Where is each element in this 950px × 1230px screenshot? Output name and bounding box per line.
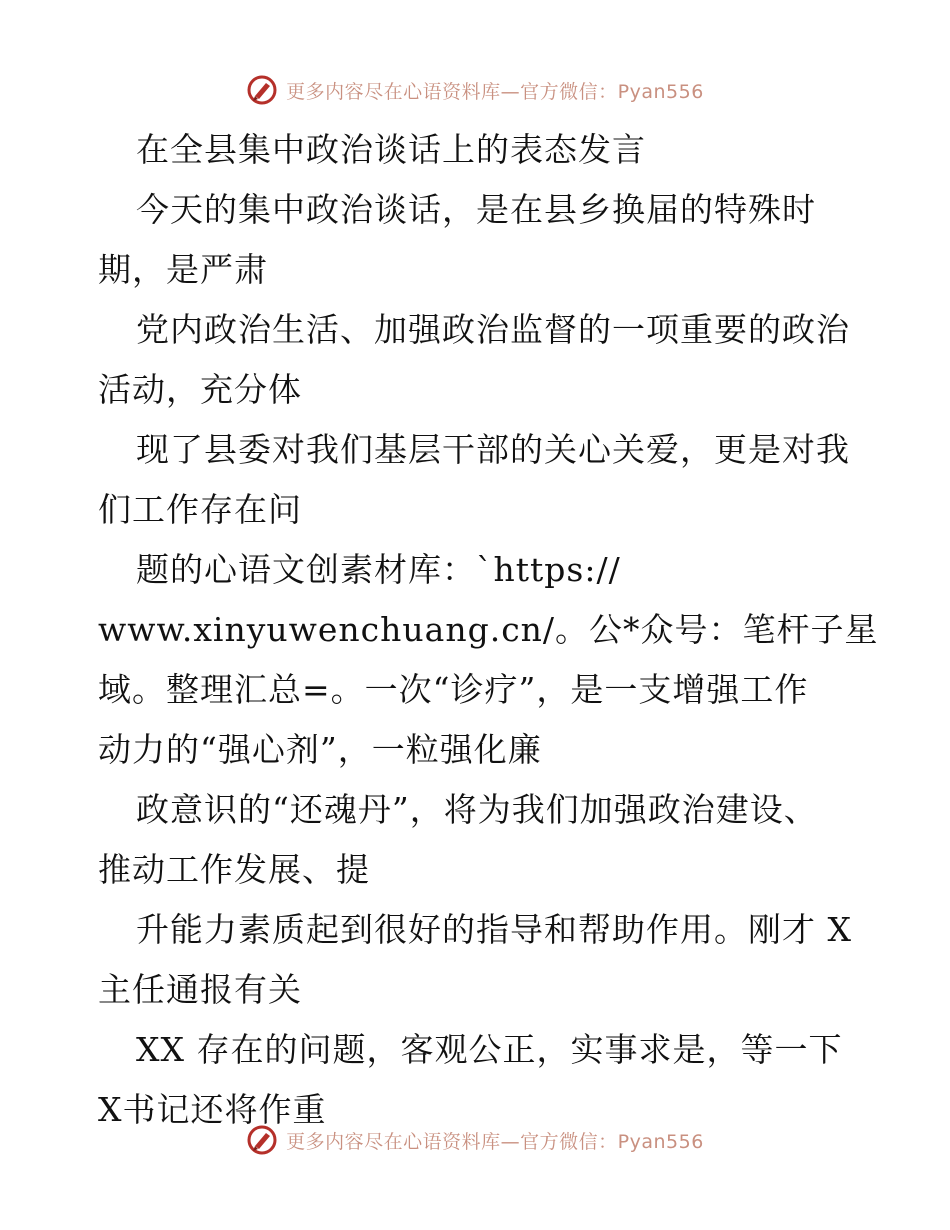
banner-text: 更多内容尽在心语资料库—官方微信：Pyan556	[286, 80, 704, 103]
text-line: 域。整理汇总=。一次“诊疗”，是一支增强工作	[98, 670, 809, 709]
text-line: 动力的“强心剂”，一粒强化廉	[98, 730, 542, 769]
text-line: www.xinyuwenchuang.cn/。公*众号：笔杆子星	[98, 610, 879, 649]
header-banner	[0, 70, 950, 110]
text-line: 期，是严肃	[98, 250, 268, 289]
text-line: 在全县集中政治谈话上的表态发言	[136, 130, 646, 169]
text-line: 现了县委对我们基层干部的关心关爱，更是对我	[136, 430, 850, 469]
text-line: X书记还将作重	[98, 1090, 327, 1129]
text-line: 活动，充分体	[98, 370, 302, 409]
text-line: 升能力素质起到很好的指导和帮助作用。刚才 X	[136, 910, 852, 949]
text-line: 今天的集中政治谈话，是在县乡换届的特殊时	[136, 190, 816, 229]
text-line: 政意识的“还魂丹”，将为我们加强政治建设、	[136, 790, 818, 829]
pen-seal-icon	[246, 74, 278, 106]
banner-text: 更多内容尽在心语资料库—官方微信：Pyan556	[286, 1130, 704, 1153]
text-line: 题的心语文创素材库：`https://	[136, 550, 621, 589]
pen-seal-icon	[246, 1124, 278, 1156]
document-body	[98, 120, 879, 1140]
text-line: 党内政治生活、加强政治监督的一项重要的政治	[136, 310, 850, 349]
text-line: 推动工作发展、提	[98, 850, 370, 889]
text-line: 们工作存在问	[98, 490, 302, 529]
footer-banner	[0, 1120, 950, 1160]
text-line: 主任通报有关	[98, 970, 302, 1009]
text-line: XX 存在的问题，客观公正，实事求是，等一下	[136, 1030, 843, 1069]
